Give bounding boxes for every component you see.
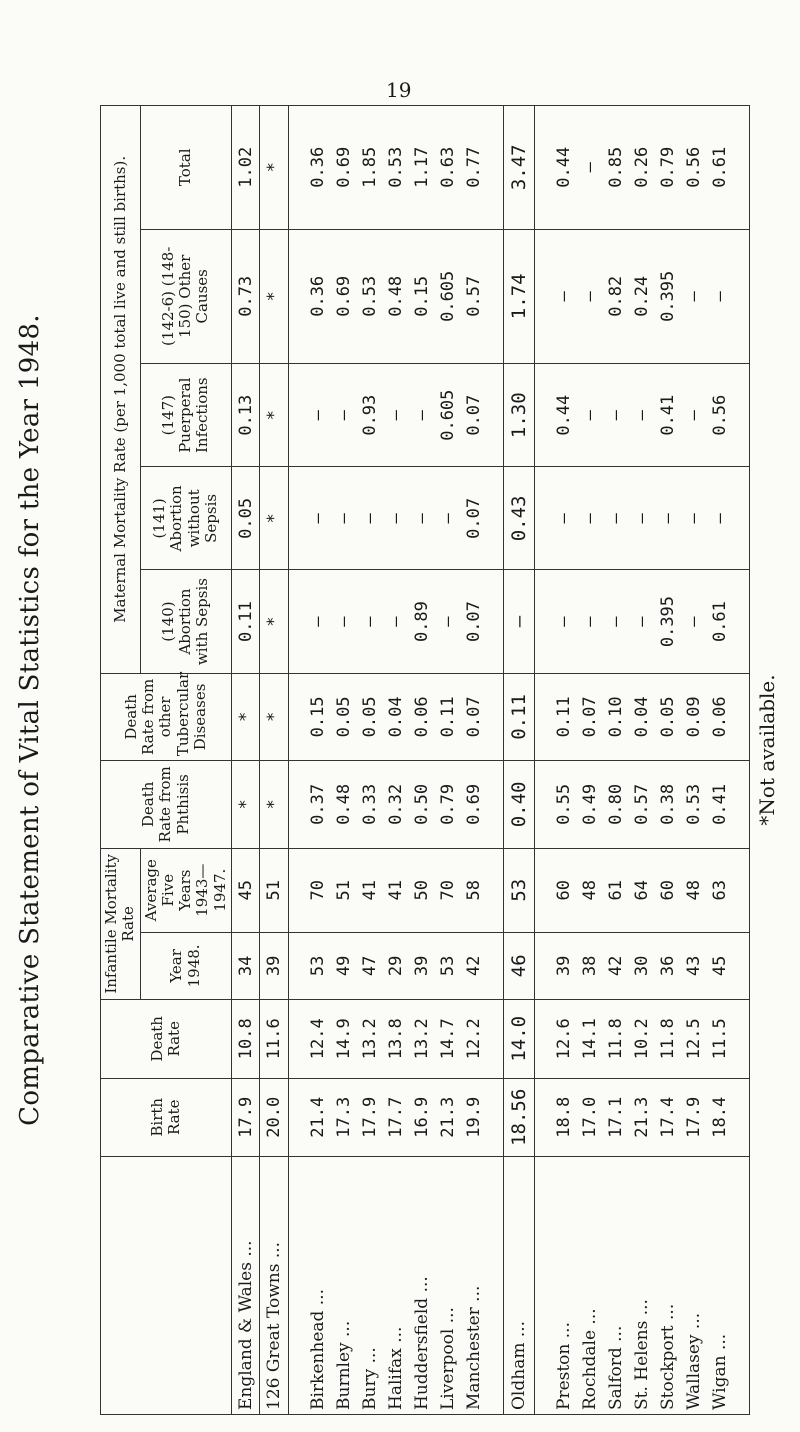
cell-line: Wigan ...	[710, 1333, 731, 1410]
group-1-tubercular	[289, 673, 504, 760]
cell-line: 0.80	[606, 783, 627, 825]
group-2-m141	[535, 467, 750, 570]
cell-line: 12.4	[308, 1018, 329, 1060]
cell-line: 10.2	[632, 1018, 653, 1060]
cell-line: 12.2	[464, 1018, 485, 1060]
cell-line: 41	[386, 879, 407, 901]
page-number: 19	[386, 78, 412, 102]
group-1-m140	[289, 570, 504, 673]
cell-line: 51	[334, 879, 355, 901]
cell-line: 0.89	[412, 601, 433, 643]
table-row-towns	[260, 106, 289, 1415]
cell-line: 29	[386, 955, 407, 977]
infant-year-cell: 46	[504, 932, 535, 999]
cell-line: —	[684, 513, 705, 524]
cell-line: Liverpool ...	[438, 1307, 459, 1410]
cell-line: Huddersfield ...	[412, 1276, 433, 1410]
cell-line: Stockport ...	[658, 1303, 679, 1410]
header-maternal-group: Maternal Mortality Rate (per 1,000 total live and still births).	[101, 106, 141, 674]
cell-line: 0.69	[334, 275, 355, 317]
group-1-infant-year	[289, 932, 504, 999]
m141-cell: 0.43	[504, 467, 535, 570]
cell-line: 0.77	[464, 146, 485, 188]
cell-line: 0.44	[554, 394, 575, 436]
cell-line: 42	[464, 955, 485, 977]
place-cell: 126 Great Towns ...	[260, 1157, 289, 1415]
cell-line: —	[658, 513, 679, 524]
cell-line: 19.9	[464, 1096, 485, 1138]
cell-line: 17.7	[386, 1096, 407, 1138]
cell-line: Salford ...	[606, 1325, 627, 1410]
cell-line: 17.0	[580, 1096, 601, 1138]
cell-line: 0.10	[606, 696, 627, 738]
cell-line: 0.11	[554, 696, 575, 738]
cell-line: 0.41	[658, 394, 679, 436]
birth-cell: 17.9	[231, 1078, 260, 1157]
cell-line: 0.605	[438, 270, 459, 322]
cell-line: 0.61	[710, 146, 731, 188]
cell-line: —	[580, 513, 601, 524]
cell-line: 39	[554, 955, 575, 977]
cell-line: 53	[438, 955, 459, 977]
cell-line: 70	[308, 879, 329, 901]
group-1-birth	[289, 1078, 504, 1157]
header-m141: (141) Abortion without Sepsis	[140, 467, 231, 570]
tubercular-cell: 0.11	[504, 673, 535, 760]
rotated-table-container	[100, 105, 750, 1415]
statistics-table-region	[100, 105, 750, 1415]
cell-line: —	[632, 616, 653, 627]
cell-line: 0.57	[464, 275, 485, 317]
cell-line: 50	[412, 879, 433, 901]
cell-line: 38	[580, 955, 601, 977]
cell-line: 0.36	[308, 146, 329, 188]
page-title-text: Comparative Statement of Vital Statistics for the Year 1948.	[15, 314, 45, 1126]
cell-line: 0.395	[658, 270, 679, 322]
group-1-m147	[289, 364, 504, 467]
cell-line: 42	[606, 955, 627, 977]
m-total-cell: *	[260, 106, 289, 230]
cell-line: 0.56	[684, 146, 705, 188]
cell-line: 13.2	[412, 1018, 433, 1060]
table-row-england	[231, 106, 260, 1415]
group-2-places	[535, 1157, 750, 1415]
cell-line: —	[710, 291, 731, 302]
cell-line: 14.7	[438, 1018, 459, 1060]
group-1-m-other	[289, 229, 504, 364]
m-other-cell: 1.74	[504, 229, 535, 364]
cell-line: —	[580, 162, 601, 173]
cell-line: —	[360, 513, 381, 524]
m140-cell: —	[504, 570, 535, 673]
cell-line: 0.53	[684, 783, 705, 825]
cell-line: 21.3	[632, 1096, 653, 1138]
cell-line: 49	[334, 955, 355, 977]
cell-line: 0.93	[360, 394, 381, 436]
cell-line: —	[606, 616, 627, 627]
cell-line: 47	[360, 955, 381, 977]
header-phthisis: Death Rate from Phthisis	[101, 761, 232, 848]
cell-line: 30	[632, 955, 653, 977]
m140-cell: *	[260, 570, 289, 673]
phthisis-cell: *	[231, 761, 260, 848]
cell-line: 0.05	[658, 696, 679, 738]
cell-line: 18.4	[710, 1096, 731, 1138]
cell-line: —	[606, 513, 627, 524]
table-row-group-1	[289, 106, 504, 1415]
cell-line: 43	[684, 955, 705, 977]
cell-line: Halifax ...	[386, 1326, 407, 1410]
cell-line: 0.79	[658, 146, 679, 188]
header-infant-year: Year 1948.	[140, 932, 231, 999]
m-other-cell: 0.73	[231, 229, 260, 364]
cell-line: 0.26	[632, 146, 653, 188]
cell-line: 17.1	[606, 1096, 627, 1138]
cell-line: —	[632, 410, 653, 421]
m-total-cell: 1.02	[231, 106, 260, 230]
cell-line: 12.6	[554, 1018, 575, 1060]
cell-line: 64	[632, 879, 653, 901]
cell-line: 11.8	[658, 1018, 679, 1060]
cell-line: 0.85	[606, 146, 627, 188]
cell-line: —	[386, 513, 407, 524]
header-death-rate: Death Rate	[101, 1000, 232, 1079]
header-tubercular: Death Rate from other Tubercular Diseases	[101, 673, 232, 760]
cell-line: 18.8	[554, 1096, 575, 1138]
group-1-m-total	[289, 106, 504, 230]
m140-cell: 0.11	[231, 570, 260, 673]
cell-line: 21.3	[438, 1096, 459, 1138]
group-2-phthisis	[535, 761, 750, 848]
cell-line: 0.06	[412, 696, 433, 738]
cell-line: 0.07	[464, 696, 485, 738]
cell-line: 11.5	[710, 1018, 731, 1060]
birth-cell: 18.56	[504, 1078, 535, 1157]
cell-line: 0.04	[386, 696, 407, 738]
cell-line: 11.8	[606, 1018, 627, 1060]
header-m-total: Total	[140, 106, 231, 230]
cell-line: —	[412, 513, 433, 524]
cell-line: 16.9	[412, 1096, 433, 1138]
place-cell: Oldham ...	[504, 1157, 535, 1415]
cell-line: 0.32	[386, 783, 407, 825]
cell-line: 0.09	[684, 696, 705, 738]
birth-cell: 20.0	[260, 1078, 289, 1157]
cell-line: —	[554, 291, 575, 302]
cell-line: 63	[710, 879, 731, 901]
cell-line: Bury ...	[360, 1347, 381, 1410]
footnote-text: *Not available.	[755, 674, 779, 826]
cell-line: —	[334, 513, 355, 524]
m147-cell: 0.13	[231, 364, 260, 467]
cell-line: 13.8	[386, 1018, 407, 1060]
cell-line: —	[386, 616, 407, 627]
cell-line: —	[684, 291, 705, 302]
cell-line: 0.61	[710, 601, 731, 643]
cell-line: —	[580, 616, 601, 627]
cell-line: —	[554, 616, 575, 627]
cell-line: —	[684, 410, 705, 421]
cell-line: 0.41	[710, 783, 731, 825]
cell-line: 17.3	[334, 1096, 355, 1138]
cell-line: 0.48	[334, 783, 355, 825]
cell-line: 48	[684, 879, 705, 901]
death-cell: 14.0	[504, 1000, 535, 1079]
group-2-infant-avg	[535, 848, 750, 932]
cell-line: 0.07	[580, 696, 601, 738]
cell-line: 1.85	[360, 146, 381, 188]
cell-line: Preston ...	[554, 1322, 575, 1410]
cell-line: 0.05	[360, 696, 381, 738]
cell-line: 21.4	[308, 1096, 329, 1138]
cell-line: —	[412, 410, 433, 421]
cell-line: 0.15	[308, 696, 329, 738]
cell-line: 0.07	[464, 394, 485, 436]
tubercular-cell: *	[260, 673, 289, 760]
cell-line: Wallasey ...	[684, 1312, 705, 1410]
cell-line: —	[386, 410, 407, 421]
cell-line: 0.05	[334, 696, 355, 738]
table-row-oldham	[504, 106, 535, 1415]
cell-line: —	[438, 616, 459, 627]
table-row-group-2	[535, 106, 750, 1415]
cell-line: 0.06	[710, 696, 731, 738]
cell-line: —	[334, 410, 355, 421]
cell-line: 0.33	[360, 783, 381, 825]
cell-line: —	[632, 513, 653, 524]
cell-line: 0.15	[412, 275, 433, 317]
cell-line: 53	[308, 955, 329, 977]
header-m147: (147) Puerperal Infections	[140, 364, 231, 467]
cell-line: —	[360, 616, 381, 627]
cell-line: 0.11	[438, 696, 459, 738]
cell-line: 13.2	[360, 1018, 381, 1060]
cell-line: 0.37	[308, 783, 329, 825]
cell-line: 14.9	[334, 1018, 355, 1060]
infant-avg-cell: 53	[504, 848, 535, 932]
death-cell: 10.8	[231, 1000, 260, 1079]
cell-line: 0.44	[554, 146, 575, 188]
cell-line: 48	[580, 879, 601, 901]
header-infant-group: Infantile Mortality Rate	[101, 848, 141, 999]
cell-line: 17.9	[684, 1096, 705, 1138]
cell-line: 0.53	[360, 275, 381, 317]
m-total-cell: 3.47	[504, 106, 535, 230]
cell-line: 60	[658, 879, 679, 901]
cell-line: 0.69	[464, 783, 485, 825]
cell-line: 39	[412, 955, 433, 977]
death-cell: 11.6	[260, 1000, 289, 1079]
cell-line: 70	[438, 879, 459, 901]
cell-line: 0.49	[580, 783, 601, 825]
cell-line: 12.5	[684, 1018, 705, 1060]
cell-line: 41	[360, 879, 381, 901]
cell-line: 0.395	[658, 595, 679, 648]
cell-line: —	[554, 513, 575, 524]
header-m140: (140) Abortion with Sepsis	[140, 570, 231, 673]
group-2-m-total	[535, 106, 750, 230]
cell-line: 0.53	[386, 146, 407, 188]
cell-line: —	[710, 513, 731, 524]
group-1-death	[289, 1000, 504, 1079]
cell-line: 0.63	[438, 146, 459, 188]
cell-line: —	[308, 410, 329, 421]
cell-line: 17.9	[360, 1096, 381, 1138]
group-1-m141	[289, 467, 504, 570]
cell-line: 1.17	[412, 146, 433, 188]
cell-line: 17.4	[658, 1096, 679, 1138]
cell-line: 0.24	[632, 275, 653, 317]
cell-line: —	[308, 616, 329, 627]
cell-line: 45	[710, 955, 731, 977]
cell-line: 58	[464, 879, 485, 901]
phthisis-cell: 0.40	[504, 761, 535, 848]
cell-line: 36	[658, 955, 679, 977]
cell-line: Manchester ...	[464, 1285, 485, 1410]
cell-line: Burnley ...	[334, 1320, 355, 1410]
cell-line: —	[580, 291, 601, 302]
group-2-m147	[535, 364, 750, 467]
header-birth-rate: Birth Rate	[101, 1078, 232, 1157]
cell-line: 0.605	[438, 389, 459, 441]
cell-line: 61	[606, 879, 627, 901]
header-infant-avg: Average Five Years 1943—1947.	[140, 848, 231, 932]
cell-line: 0.56	[710, 394, 731, 436]
phthisis-cell: *	[260, 761, 289, 848]
group-2-tubercular	[535, 673, 750, 760]
header-m-other: (142-6) (148-150) Other Causes	[140, 229, 231, 364]
cell-line: 0.38	[658, 783, 679, 825]
cell-line: —	[580, 410, 601, 421]
cell-line: 0.57	[632, 783, 653, 825]
tubercular-cell: *	[231, 673, 260, 760]
place-cell: England & Wales ...	[231, 1157, 260, 1415]
group-1-places	[289, 1157, 504, 1415]
cell-line: 0.55	[554, 783, 575, 825]
cell-line: —	[334, 616, 355, 627]
cell-line: 0.50	[412, 783, 433, 825]
m-other-cell: *	[260, 229, 289, 364]
group-1-infant-avg	[289, 848, 504, 932]
infant-avg-cell: 45	[231, 848, 260, 932]
group-2-m140	[535, 570, 750, 673]
cell-line: —	[606, 410, 627, 421]
cell-line: 60	[554, 879, 575, 901]
group-2-death	[535, 1000, 750, 1079]
cell-line: —	[684, 616, 705, 627]
header-place	[101, 1157, 232, 1415]
cell-line: 14.1	[580, 1018, 601, 1060]
group-2-infant-year	[535, 932, 750, 999]
m141-cell: *	[260, 467, 289, 570]
group-2-birth	[535, 1078, 750, 1157]
cell-line: 0.82	[606, 275, 627, 317]
header-row-1	[101, 106, 141, 1415]
m141-cell: 0.05	[231, 467, 260, 570]
cell-line: 0.07	[464, 601, 485, 643]
cell-line: St. Helens ...	[632, 1299, 653, 1410]
cell-line: 0.79	[438, 783, 459, 825]
infant-avg-cell: 51	[260, 848, 289, 932]
cell-line: 0.07	[464, 497, 485, 539]
cell-line: 0.48	[386, 275, 407, 317]
cell-line: 0.36	[308, 275, 329, 317]
infant-year-cell: 39	[260, 932, 289, 999]
cell-line: —	[438, 513, 459, 524]
m147-cell: 1.30	[504, 364, 535, 467]
group-2-m-other	[535, 229, 750, 364]
cell-line: 0.69	[334, 146, 355, 188]
infant-year-cell: 34	[231, 932, 260, 999]
m147-cell: *	[260, 364, 289, 467]
footnote	[752, 100, 782, 1400]
page-title	[10, 20, 50, 1420]
group-1-phthisis	[289, 761, 504, 848]
cell-line: Birkenhead ...	[308, 1288, 329, 1410]
cell-line: —	[308, 513, 329, 524]
vital-statistics-table	[100, 105, 750, 1415]
cell-line: 0.04	[632, 696, 653, 738]
cell-line: Rochdale ...	[580, 1308, 601, 1410]
